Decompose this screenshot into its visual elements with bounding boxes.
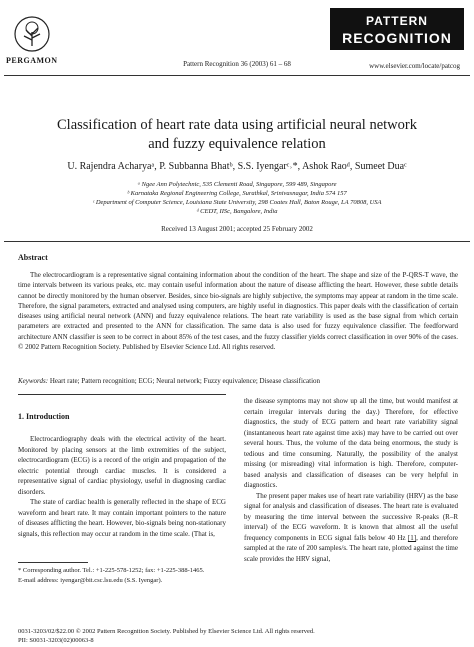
journal-url[interactable]: www.elsevier.com/locate/patcog [369, 62, 460, 70]
intro-paragraph-4-start: The present paper makes use of heart rate variability (HRV) as the base signal for analysis and classification of diseases. The heart rate is evaluated by measuring the time interval between the successive R-peaks (R–R interval) of the ECG waveform. It is known that almost all the useful frequency components in ECG signal falls below 40 Hz [244, 491, 458, 542]
journal-citation: Pattern Recognition 36 (2003) 61 – 68 [183, 60, 291, 68]
abstract-heading: Abstract [18, 253, 48, 262]
intro-paragraph-4 [244, 491, 458, 565]
journal-logo [330, 8, 464, 50]
keywords-label: Keywords: [18, 377, 49, 385]
keywords-line [18, 377, 458, 385]
intro-paragraph-2: The state of cardiac health is generally reflected in the shape of ECG waveform and heart rate. It may contain important pointers to the nature of diseases afflicting the heart. However, bio-signals being non-stationary signals, this reflection may occur at random in the time scale. (That is, [18, 498, 226, 538]
paper-title [10, 116, 464, 154]
intro-left-column [18, 434, 226, 539]
journal-logo-line2: RECOGNITION [342, 30, 452, 46]
footnote [18, 566, 226, 585]
received-dates: Received 13 August 2001; accepted 25 February 2002 [161, 225, 313, 233]
intro-paragraph-3: the disease symptoms may not show up all the time, but would manifest at certain irregular intervals during the day.) Therefore, for effective diagnostics, the study of ECG pattern and heart rate variability signal (instantaneous heart rate against time axis) may have to be carried out over several hours. Thus, the volume of the data being enormous, the study is tedious and time consuming. Naturally, the possibility of the analyst missing (or misreading) vital information is high. Therefore, computer-based analysis and classification of diseases can be very helpful in diagnostics. [244, 397, 458, 489]
keywords-divider [18, 394, 226, 395]
affiliation-b: ᵇ Karnataka Regional Engineering College, Surathkal, Srinivasnagar, India 574 157 [127, 190, 347, 197]
footnote-corresponding: * Corresponding author. Tel.: +1-225-578-1252; fax: +1-225-388-1465. [18, 567, 205, 574]
paper-authors: U. Rajendra Acharyaᵃ, P. Subbanna Bhatᵇ, S.S. Iyengarᶜ˒*, Ashok Raoᵈ, Sumeet Duaᶜ [67, 161, 407, 172]
intro-right-column [244, 396, 458, 564]
affiliation-a: ᵃ Ngee Ann Polytechnic, 535 Clementi Road, Singapore, 599 489, Singapore [137, 181, 337, 188]
intro-paragraph-4-end: , and therefore sampled at the rate of 200 samples/s. The heart rate, plotted against the time scale provides the HRV signal, [244, 533, 458, 563]
publisher-name: PERGAMON [6, 56, 58, 65]
abstract-body: The electrocardiogram is a representative signal containing information about the condition of the heart. The shape and size of the P-QRS-T wave, the time intervals between its various peaks, etc. may contain useful information about the nature of disease afflicting the heart. However, these subtle details cannot be directly monitored by the human observer. Besides, since bio-signals are highly subjective, the symptoms may appear at random in the time scale. Therefore, the signal parameters, extracted and analysed using computers, are highly useful in diagnostics. This paper deals with the classification of certain diseases using artificial neural network (ANN) and fuzzy equivalence relations. The heart rate variability is used as the base signal from which certain parameters are extracted and presented to the ANN for classification. The same data is also used for fuzzy equivalence classifier. The feedforward architecture ANN classifier is seen to be correct in about 85% of the test cases, and the fuzzy classifier yields correct classification in over 90% of the cases. © 2002 Pattern Recognition Society. Published by Elsevier Science Ltd. All rights reserved. [18, 271, 458, 352]
pii-line: PII: S0031-3203(02)00063-8 [18, 637, 94, 644]
paper-title-line1: Classification of heart rate data using artificial neural network [57, 117, 417, 133]
footnote-email[interactable]: E-mail address: iyengar@bit.csc.lsu.edu (S.S. Iyengar). [18, 576, 163, 584]
footnote-divider [18, 562, 88, 563]
copyright-line: 0031-3203/02/$22.00 © 2002 Pattern Recognition Society. Published by Elsevier Science Ltd. All rights reserved. [18, 628, 315, 635]
abstract-divider [4, 241, 470, 242]
affiliation-d: ᵈ CEDT, IISc, Bangalore, India [196, 208, 278, 215]
keywords-list: Heart rate; Pattern recognition; ECG; Neural network; Fuzzy equivalence; Disease classification [49, 377, 321, 385]
publisher-logo-tree-icon [14, 16, 50, 52]
header-divider [4, 75, 470, 76]
section-heading-introduction: 1. Introduction [18, 412, 70, 421]
intro-paragraph-1: Electrocardiography deals with the electrical activity of the heart. Monitored by placing sensors at the limb extremities of the subject, electrocardiogram (ECG) is a record of the origin and propagation of the electric potential through cardiac muscles. It is considered a representative signal of cardiac physiology, useful in diagnosing cardiac disorders. [18, 435, 226, 496]
reference-link-1[interactable]: [1] [407, 533, 417, 542]
affiliation-c: ᶜ Department of Computer Science, Louisiana State University, 298 Coates Hall, Baton Rouge, LA 70808, USA [92, 199, 382, 206]
journal-logo-line1: PATTERN [366, 14, 428, 28]
paper-title-line2: and fuzzy equivalence relation [148, 136, 326, 152]
